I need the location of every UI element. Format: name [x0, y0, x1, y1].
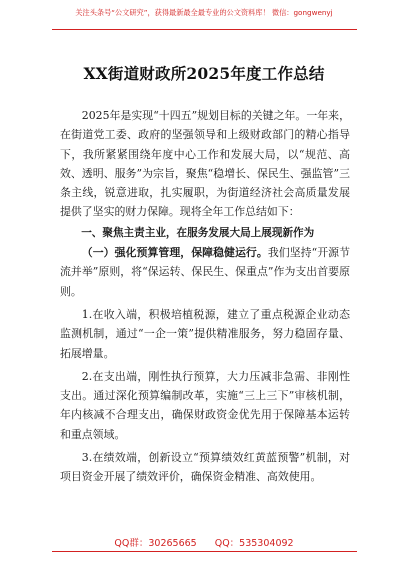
- subsection-1-paragraph: [60, 243, 350, 301]
- header-promo-note: 关注头条号“公文研究”，获得最新最全最专业的公文资料库！ 微信：gongwenyj: [75, 8, 333, 17]
- document-title: XX街道财政所2025年度工作总结: [83, 64, 325, 83]
- footer-contact: [0, 535, 408, 549]
- header-divider: [52, 29, 357, 30]
- footer-qq: QQ：535304092: [214, 538, 294, 549]
- document-body: [60, 106, 350, 487]
- intro-paragraph: 2025年是实现“十四五”规划目标的关键之年。一年来，在街道党工委、政府的坚强领导和上级财政部门的精心指导下，我所紧紧围绕年度中心工作和发展大局，以“规范、高效、透明、服务”为宗旨，聚焦“稳增长、保民生、强监管”三条主线，锐意进取，扎实履职，为街道经济社会高质量发展提供了坚实的财力保障。现将全年工作总结如下：: [60, 109, 350, 219]
- numbered-item-3: 3.在绩效端，创新设立“预算绩效红黄蓝预警”机制，对项目资金开展了绩效评价，确保资金精准、高效使用。: [60, 451, 350, 484]
- subsection-heading-1: （一）强化预算管理，保障稳健运行。: [81, 246, 268, 260]
- section-heading-1: 一、聚焦主责主业，在服务发展大局上展现新作为: [81, 226, 315, 239]
- footer-divider: [52, 551, 357, 552]
- subsection-1-text: 我们坚持“开源节流并举”原则，将“保运转、保民生、保重点”作为支出首要原则。: [60, 246, 350, 298]
- numbered-item-2: 2.在支出端，刚性执行预算，大力压减非急需、非刚性支出。通过深化预算编制改革，实施“三上三下”审核机制，年内核减不合理支出，确保财政资金优先用于保障基本运转和重点领域。: [60, 369, 350, 441]
- footer-qq-group: QQ群：30265665: [114, 538, 197, 549]
- numbered-item-1: 1.在收入端，积极培植税源，建立了重点税源企业动态监测机制，通过“一企一策”提供精准服务，努力稳固存量、拓展增量。: [60, 307, 350, 360]
